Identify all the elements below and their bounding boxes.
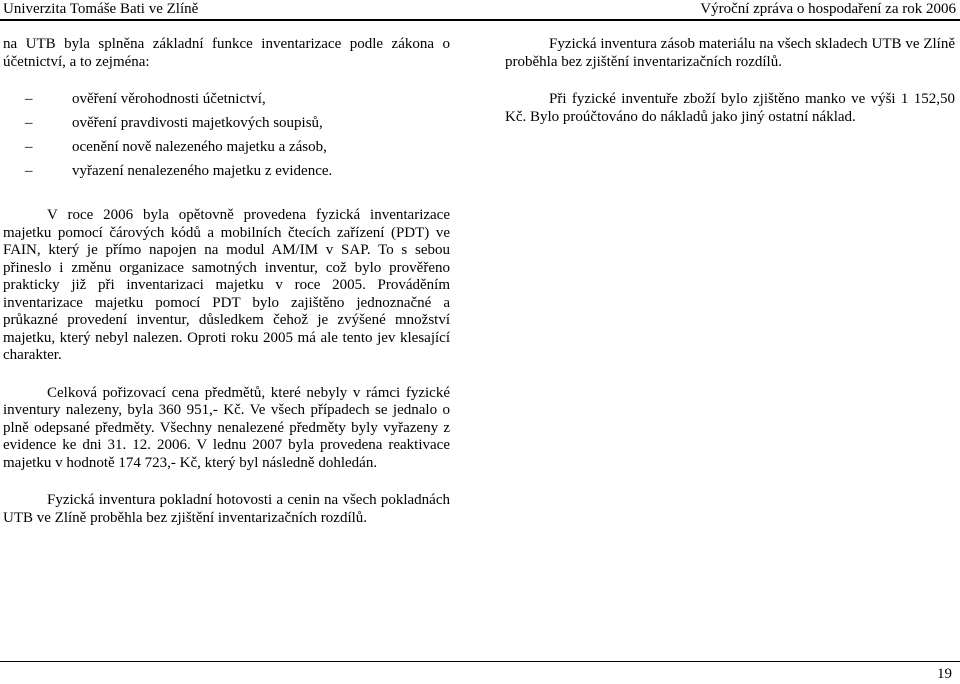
bullet-text: ocenění nově nalezeného majetku a zásob, <box>72 139 327 155</box>
missing-items-paragraph: Celková pořizovací cena předmětů, které nebyly v rámci fyzické inventury nalezeny, byla 360 951,- Kč. Ve všech případech se jednalo o plně odepsané předměty. Všechny nenalezené předměty byly vyřazeny z evidence ke dni 31. 12. 2006. V lednu 2007 byla provedena reaktivace majetku v hodnotě 174 723,- Kč, který byl následně dohledán. <box>3 384 450 471</box>
intro-paragraph: na UTB byla splněna základní funkce inventarizace podle zákona o účetnictví, a to zejména: <box>3 36 450 70</box>
footer-rule <box>0 661 960 662</box>
bullet-dash: – <box>25 163 33 179</box>
right-column <box>505 36 955 126</box>
page-header <box>0 0 960 19</box>
bullet-text: ověření věrohodnosti účetnictví, <box>72 91 266 107</box>
header-rule <box>0 19 960 21</box>
bullet-dash: – <box>25 115 33 131</box>
list-item <box>3 115 450 139</box>
bullet-dash: – <box>25 139 33 155</box>
header-university: Univerzita Tomáše Bati ve Zlíně <box>3 1 199 17</box>
inventory-method-paragraph: V roce 2006 byla opětovně provedena fyzická inventarizace majetku pomocí čárových kódů a mobilních čtecích zařízení (PDT) ve FAIN, který je přímo napojen na modul AM/IM v SAP. To s sebou přineslo i změnu organizace samotných inventur, což bylo prověřeno prakticky již při inventarizaci majetku v roce 2005. Prováděním inventarizace majetku pomocí PDT bylo zajištěno jednoznačné a průkazné provedení inventur, důsledkem čehož je zvýšené množství majetku, který nebyl nalezen. Oproti roku 2005 má ale tento jev klesající charakter. <box>3 207 450 363</box>
page-number: 19 <box>937 666 952 682</box>
list-item <box>3 91 450 115</box>
list-item <box>3 163 450 187</box>
header-report-title: Výroční zpráva o hospodaření za rok 2006 <box>700 1 956 17</box>
bullet-list <box>3 91 450 187</box>
bullet-text: vyřazení nenalezeného majetku z evidence. <box>72 163 333 179</box>
cash-inventory-paragraph: Fyzická inventura pokladní hotovosti a cenin na všech pokladnách UTB ve Zlíně proběhla bez zjištění inventarizačních rozdílů. <box>3 492 450 526</box>
goods-shortage-paragraph: Při fyzické inventuře zboží bylo zjištěno manko ve výši 1 152,50 Kč. Bylo proúčtováno do nákladů jako jiný ostatní náklad. <box>505 91 955 125</box>
bullet-dash: – <box>25 91 33 107</box>
bullet-text: ověření pravdivosti majetkových soupisů, <box>72 115 323 131</box>
materials-inventory-paragraph: Fyzická inventura zásob materiálu na všech skladech UTB ve Zlíně proběhla bez zjištění inventarizačních rozdílů. <box>505 36 955 70</box>
left-column <box>3 36 450 527</box>
list-item <box>3 139 450 163</box>
